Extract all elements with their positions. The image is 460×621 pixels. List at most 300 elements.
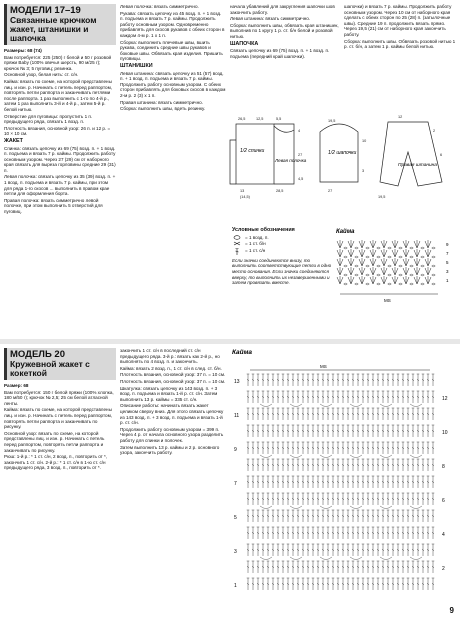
chain-arch-symbol <box>380 557 392 560</box>
row-number: 9 <box>446 242 449 247</box>
row-number: 10 <box>442 430 448 436</box>
stitch-symbol <box>272 442 275 454</box>
stitch-symbol <box>377 493 380 505</box>
stitch-symbol <box>417 476 420 488</box>
chain-arch-symbol <box>290 455 302 458</box>
kaima-chart-top <box>334 226 456 336</box>
chain-stitch-symbol <box>377 283 380 285</box>
stitch-symbol <box>332 527 335 539</box>
stitch-symbol <box>425 249 431 257</box>
stitch-symbol <box>262 459 265 471</box>
stitch-symbol <box>412 391 415 403</box>
stitch-symbol <box>287 493 290 505</box>
stitch-symbol <box>282 493 285 505</box>
stitch-symbol <box>402 493 405 505</box>
stitch-symbol <box>432 391 435 403</box>
kaima-chart-body <box>337 240 449 303</box>
stitch-symbol <box>425 258 431 266</box>
stitch-symbol <box>382 425 385 437</box>
dimension-label: 27 <box>328 189 333 193</box>
stitch-symbol <box>417 459 420 471</box>
stitch-symbol <box>432 510 435 522</box>
stitch-symbol <box>427 544 430 556</box>
stitch-symbol <box>247 391 250 403</box>
stitch-symbol <box>402 544 405 556</box>
stitch-symbol <box>307 527 310 539</box>
stitch-symbol <box>392 374 395 386</box>
stitch-symbol <box>267 425 270 437</box>
stitch-symbol <box>322 408 325 420</box>
stitch-symbol <box>432 459 435 471</box>
stitch-symbol <box>272 408 275 420</box>
chain-stitch-symbol <box>410 256 413 258</box>
stitch-symbol <box>427 459 430 471</box>
stitch-symbol <box>432 442 435 454</box>
stitch-symbol <box>312 578 315 590</box>
stitch-symbol <box>381 258 387 266</box>
stitch-symbol <box>387 561 390 573</box>
stitch-symbol <box>382 493 385 505</box>
stitch-symbol <box>432 544 435 556</box>
stitch-symbol <box>292 425 295 437</box>
stitch-symbol <box>362 425 365 437</box>
chain-stitch-symbol <box>432 274 435 276</box>
stitch-symbol <box>307 493 310 505</box>
chain-stitch-symbol <box>399 283 402 285</box>
stitch-symbol <box>352 544 355 556</box>
stitch-symbol <box>377 442 380 454</box>
stitch-symbol <box>352 442 355 454</box>
stitch-symbol <box>257 374 260 386</box>
chain-stitch-symbol <box>366 265 369 267</box>
stitch-symbol <box>247 476 250 488</box>
stitch-symbol <box>357 442 360 454</box>
stitch-symbol <box>337 578 340 590</box>
repeat-label: МS <box>384 298 391 303</box>
double-crochet-icon <box>232 248 242 255</box>
stitch-symbol <box>422 391 425 403</box>
stitch-symbol <box>322 510 325 522</box>
stitch-symbol <box>252 561 255 573</box>
stitch-symbol <box>382 544 385 556</box>
stitch-symbol <box>277 374 280 386</box>
stitch-symbol <box>427 561 430 573</box>
stitch-symbol <box>327 408 330 420</box>
stitch-symbol <box>417 561 420 573</box>
stitch-symbol <box>347 476 350 488</box>
stitch-symbol <box>387 408 390 420</box>
stitch-symbol <box>337 544 340 556</box>
chain-arch-symbol <box>350 506 362 509</box>
stitch-symbol <box>377 408 380 420</box>
stitch-symbol <box>377 510 380 522</box>
stitch-symbol <box>267 527 270 539</box>
stitch-symbol <box>362 578 365 590</box>
stitch-symbol <box>317 459 320 471</box>
stitch-symbol <box>307 391 310 403</box>
stitch-symbol <box>347 527 350 539</box>
stitch-symbol <box>317 476 320 488</box>
stitch-symbol <box>392 527 395 539</box>
stitch-symbol <box>302 408 305 420</box>
stitch-symbol <box>422 442 425 454</box>
row-number: 7 <box>234 481 237 487</box>
stitch-symbol <box>427 391 430 403</box>
stitch-symbol <box>252 408 255 420</box>
stitch-symbol <box>247 510 250 522</box>
stitch-symbol <box>307 544 310 556</box>
stitch-symbol <box>422 459 425 471</box>
stitch-symbol <box>317 578 320 590</box>
stitch-symbol <box>347 391 350 403</box>
stitch-symbol <box>382 442 385 454</box>
stitch-symbol <box>377 544 380 556</box>
stitch-symbol <box>267 493 270 505</box>
stitch-symbol <box>337 561 340 573</box>
garment-schematics <box>228 112 458 222</box>
stitch-symbol <box>412 425 415 437</box>
stitch-symbol <box>432 408 435 420</box>
stitch-symbol <box>337 408 340 420</box>
stitch-symbol <box>292 578 295 590</box>
stitch-symbol <box>337 249 343 257</box>
dimension-label: 5,5 <box>276 117 282 121</box>
stitch-symbol <box>262 425 265 437</box>
stitch-symbol <box>297 476 300 488</box>
stitch-symbol <box>362 527 365 539</box>
stitch-symbol <box>327 391 330 403</box>
paragraph: Кайма: вязать по схеме, на которой представлены лиц. и изн. р. Начинать с петель перед раппортом, повторять петли раппорта и заканчивать по рисунку. <box>4 407 113 430</box>
trousers-label: Правая штанина <box>398 163 437 168</box>
dimension-label: 10 <box>362 139 367 143</box>
chain-arch-symbol <box>320 557 332 560</box>
stitch-symbol <box>302 459 305 471</box>
dimension-label: 12 <box>398 115 403 119</box>
stitch-symbol <box>422 561 425 573</box>
stitch-symbol <box>337 476 340 488</box>
stitch-symbol <box>422 578 425 590</box>
stitch-symbol <box>397 476 400 488</box>
stitch-symbol <box>347 493 350 505</box>
stitch-symbol <box>337 510 340 522</box>
stitch-symbol <box>412 578 415 590</box>
stitch-symbol <box>322 459 325 471</box>
stitch-symbol <box>425 276 431 284</box>
stitch-symbol <box>367 408 370 420</box>
chain-stitch-symbol <box>388 274 391 276</box>
stitch-symbol <box>342 408 345 420</box>
stitch-symbol <box>397 578 400 590</box>
stitch-symbol <box>387 476 390 488</box>
paragraph: Сборка: выполнить швы, вдеть резинку. <box>120 106 206 112</box>
stitch-symbol <box>317 561 320 573</box>
stitch-symbol <box>322 374 325 386</box>
stitch-symbol <box>327 493 330 505</box>
stitch-symbol <box>407 425 410 437</box>
stitch-symbol <box>312 510 315 522</box>
stitch-symbol <box>312 476 315 488</box>
stitch-symbol <box>312 425 315 437</box>
stitch-symbol <box>282 459 285 471</box>
stitch-symbol <box>392 544 395 556</box>
paragraph: Плотность вязания, основной узор: 37 п. = 10 см. <box>120 372 226 378</box>
stitch-symbol <box>282 476 285 488</box>
stitch-symbol <box>359 267 365 275</box>
stitch-symbol <box>402 408 405 420</box>
stitch-symbol <box>337 240 343 248</box>
section-divider <box>0 339 460 344</box>
stitch-symbol <box>407 578 410 590</box>
stitch-symbol <box>422 476 425 488</box>
stitch-symbol <box>302 476 305 488</box>
stitch-symbol <box>403 258 409 266</box>
chain-stitch-symbol <box>388 247 391 249</box>
sizes: Размеры: 68 (74) <box>4 48 42 53</box>
stitch-symbol <box>277 544 280 556</box>
stitch-symbol <box>312 459 315 471</box>
stitch-symbol <box>267 374 270 386</box>
stitch-symbol <box>262 408 265 420</box>
dimension-label: 19,5 <box>378 195 386 199</box>
stitch-symbol <box>347 578 350 590</box>
chain-stitch-symbol <box>421 274 424 276</box>
stitch-symbol <box>357 459 360 471</box>
stitch-symbol <box>267 391 270 403</box>
chain-stitch-icon <box>232 235 242 240</box>
row-number: 2 <box>442 566 445 572</box>
chain-stitch-symbol <box>344 256 347 258</box>
stitch-symbol <box>292 527 295 539</box>
stitch-symbol <box>427 510 430 522</box>
stitch-symbol <box>252 527 255 539</box>
stitch-symbol <box>257 459 260 471</box>
stitch-symbol <box>302 578 305 590</box>
stitch-symbol <box>282 425 285 437</box>
chain-stitch-symbol <box>377 247 380 249</box>
stitch-symbol <box>412 459 415 471</box>
row-number: 3 <box>446 269 449 274</box>
stitch-symbol <box>372 442 375 454</box>
stitch-symbol <box>297 493 300 505</box>
paragraph: Левая полочка: вязать симметрично. <box>120 4 199 9</box>
stitch-symbol <box>412 374 415 386</box>
stitch-symbol <box>352 493 355 505</box>
stitch-symbol <box>277 493 280 505</box>
stitch-symbol <box>307 578 310 590</box>
stitch-symbol <box>417 425 420 437</box>
stitch-symbol <box>425 267 431 275</box>
paragraph: закончить 1 ст. с/н в последний ст. с/н предыдущего ряда. 3-й р.: вязать как 2-й р., но выполнять по 4 возд. п. и закончить. <box>120 348 220 365</box>
kaima-bottom-body <box>234 364 448 590</box>
stitch-symbol <box>347 374 350 386</box>
dimension-label: 4 <box>298 129 301 133</box>
stitch-symbol <box>407 476 410 488</box>
chain-arch-symbol <box>320 506 332 509</box>
stitch-symbol <box>407 459 410 471</box>
stitch-symbol <box>257 408 260 420</box>
stitch-symbol <box>292 510 295 522</box>
stitch-symbol <box>392 510 395 522</box>
stitch-symbol <box>427 442 430 454</box>
stitch-symbol <box>372 544 375 556</box>
chain-stitch-symbol <box>388 283 391 285</box>
stitch-symbol <box>422 527 425 539</box>
legend-item: = 1 ст. с/н <box>245 248 266 254</box>
chain-stitch-symbol <box>388 265 391 267</box>
chain-arch-symbol <box>350 557 362 560</box>
stitch-symbol <box>367 442 370 454</box>
chain-arch-symbol <box>410 455 422 458</box>
stitch-symbol <box>332 425 335 437</box>
stitch-symbol <box>402 425 405 437</box>
stitch-symbol <box>287 561 290 573</box>
stitch-symbol <box>417 527 420 539</box>
stitch-symbol <box>257 561 260 573</box>
stitch-symbol <box>352 459 355 471</box>
stitch-symbol <box>267 459 270 471</box>
chain-arch-symbol <box>290 506 302 509</box>
stitch-symbol <box>262 493 265 505</box>
chain-stitch-symbol <box>399 256 402 258</box>
stitch-symbol <box>402 561 405 573</box>
stitch-symbol <box>377 391 380 403</box>
stitch-symbol <box>417 374 420 386</box>
stitch-symbol <box>342 544 345 556</box>
stitch-symbol <box>267 561 270 573</box>
stitch-symbol <box>412 408 415 420</box>
stitch-symbol <box>342 561 345 573</box>
dimension-label: 19,5 <box>328 119 336 123</box>
stitch-symbol <box>414 249 420 257</box>
stitch-symbol <box>387 425 390 437</box>
stitch-symbol <box>397 391 400 403</box>
paragraph: шапочки) и вязать 7 р. каймы. Продолжить работу основным узором. Через 10 см от наборного края сделать с обеих сторон по 25 (28) п. (затылочные швы). Средние 19 п. продолжить вязать прямо. Через 19,5 (21) см от наборного края закончить работу. <box>344 4 452 37</box>
stitch-symbol <box>262 476 265 488</box>
stitch-symbol <box>377 459 380 471</box>
dimension-label: 2 <box>433 129 436 133</box>
stitch-symbol <box>367 561 370 573</box>
stitch-symbol <box>357 527 360 539</box>
stitch-symbol <box>387 374 390 386</box>
stitch-symbol <box>348 267 354 275</box>
stitch-symbol <box>337 267 343 275</box>
chain-arch-symbol <box>290 557 302 560</box>
stitch-symbol <box>342 374 345 386</box>
stitch-symbol <box>272 527 275 539</box>
stitch-symbol <box>322 527 325 539</box>
stitch-symbol <box>337 493 340 505</box>
chain-arch-symbol <box>290 404 302 407</box>
stitch-symbol <box>372 374 375 386</box>
row-number: 12 <box>442 396 448 402</box>
stitch-symbol <box>337 425 340 437</box>
stitch-symbol <box>402 527 405 539</box>
stitch-symbol <box>247 408 250 420</box>
paragraph: Спинка: связать цепочку из 69 (75) возд. п. + 1 возд. п. подъема и вязать 7 р. каймы. Продолжить работу основным узором. Через 27 (29) см от наборного края связать для выреза горловины средние 29 (31) п. <box>4 145 116 173</box>
stitch-symbol <box>332 374 335 386</box>
stitch-symbol <box>337 442 340 454</box>
stitch-symbol <box>392 408 395 420</box>
chain-arch-symbol <box>410 557 422 560</box>
stitch-symbol <box>287 510 290 522</box>
stitch-symbol <box>287 459 290 471</box>
stitch-symbol <box>292 544 295 556</box>
stitch-symbol <box>372 391 375 403</box>
model-20-column <box>4 348 116 616</box>
stitch-symbol <box>377 374 380 386</box>
stitch-symbol <box>427 374 430 386</box>
stitch-symbol <box>370 267 376 275</box>
stitch-symbol <box>414 258 420 266</box>
stitch-symbol <box>257 527 260 539</box>
stitch-symbol <box>427 493 430 505</box>
stitch-symbol <box>302 527 305 539</box>
chain-stitch-symbol <box>344 247 347 249</box>
stitch-symbol <box>392 476 395 488</box>
stitch-symbol <box>302 425 305 437</box>
stitch-symbol <box>257 391 260 403</box>
stitch-symbol <box>359 240 365 248</box>
stitch-symbol <box>417 544 420 556</box>
stitch-symbol <box>272 578 275 590</box>
stitch-symbol <box>362 476 365 488</box>
stitch-symbol <box>432 527 435 539</box>
jacket-schematic <box>230 124 294 184</box>
stitch-symbol <box>417 510 420 522</box>
paragraph: Продолжить работу основным узором = 399 п. Через 4 р. от начала основного узора разделить работу для спинки и полочек. <box>120 426 224 443</box>
stitch-symbol <box>267 442 270 454</box>
stitch-symbol <box>307 442 310 454</box>
stitch-symbol <box>392 258 398 266</box>
stitch-symbol <box>287 544 290 556</box>
stitch-symbol <box>327 544 330 556</box>
stitch-symbol <box>252 544 255 556</box>
stitch-symbol <box>432 425 435 437</box>
stitch-symbol <box>277 527 280 539</box>
stitch-symbol <box>397 459 400 471</box>
stitch-symbol <box>257 425 260 437</box>
stitch-symbol <box>432 374 435 386</box>
stitch-symbol <box>337 374 340 386</box>
stitch-symbol <box>422 408 425 420</box>
stitch-symbol <box>382 408 385 420</box>
stitch-symbol <box>407 493 410 505</box>
chain-stitch-symbol <box>344 283 347 285</box>
stitch-symbol <box>262 374 265 386</box>
stitch-symbol <box>342 425 345 437</box>
row-number: 6 <box>442 498 445 504</box>
stitch-symbol <box>252 442 255 454</box>
models-17-19-title: МОДЕЛИ 17–19 <box>10 5 81 16</box>
stitch-symbol <box>332 544 335 556</box>
stitch-symbol <box>257 544 260 556</box>
chain-arch-symbol <box>380 404 392 407</box>
stitch-symbol <box>377 561 380 573</box>
chain-stitch-symbol <box>355 256 358 258</box>
stitch-symbol <box>348 249 354 257</box>
stitch-symbol <box>327 578 330 590</box>
paragraph: Затем выполнить 13 р. каймы и 2 р. основного узора, закончить работу. <box>120 444 220 456</box>
stitch-symbol <box>381 276 387 284</box>
stitch-symbol <box>292 442 295 454</box>
row-number: 5 <box>234 515 237 521</box>
stitch-symbol <box>292 476 295 488</box>
stitch-symbol <box>317 442 320 454</box>
stitch-symbol <box>272 459 275 471</box>
single-crochet-icon <box>232 241 242 246</box>
stitch-symbol <box>282 442 285 454</box>
jacket-heading: ЖАКЕТ <box>4 137 23 144</box>
